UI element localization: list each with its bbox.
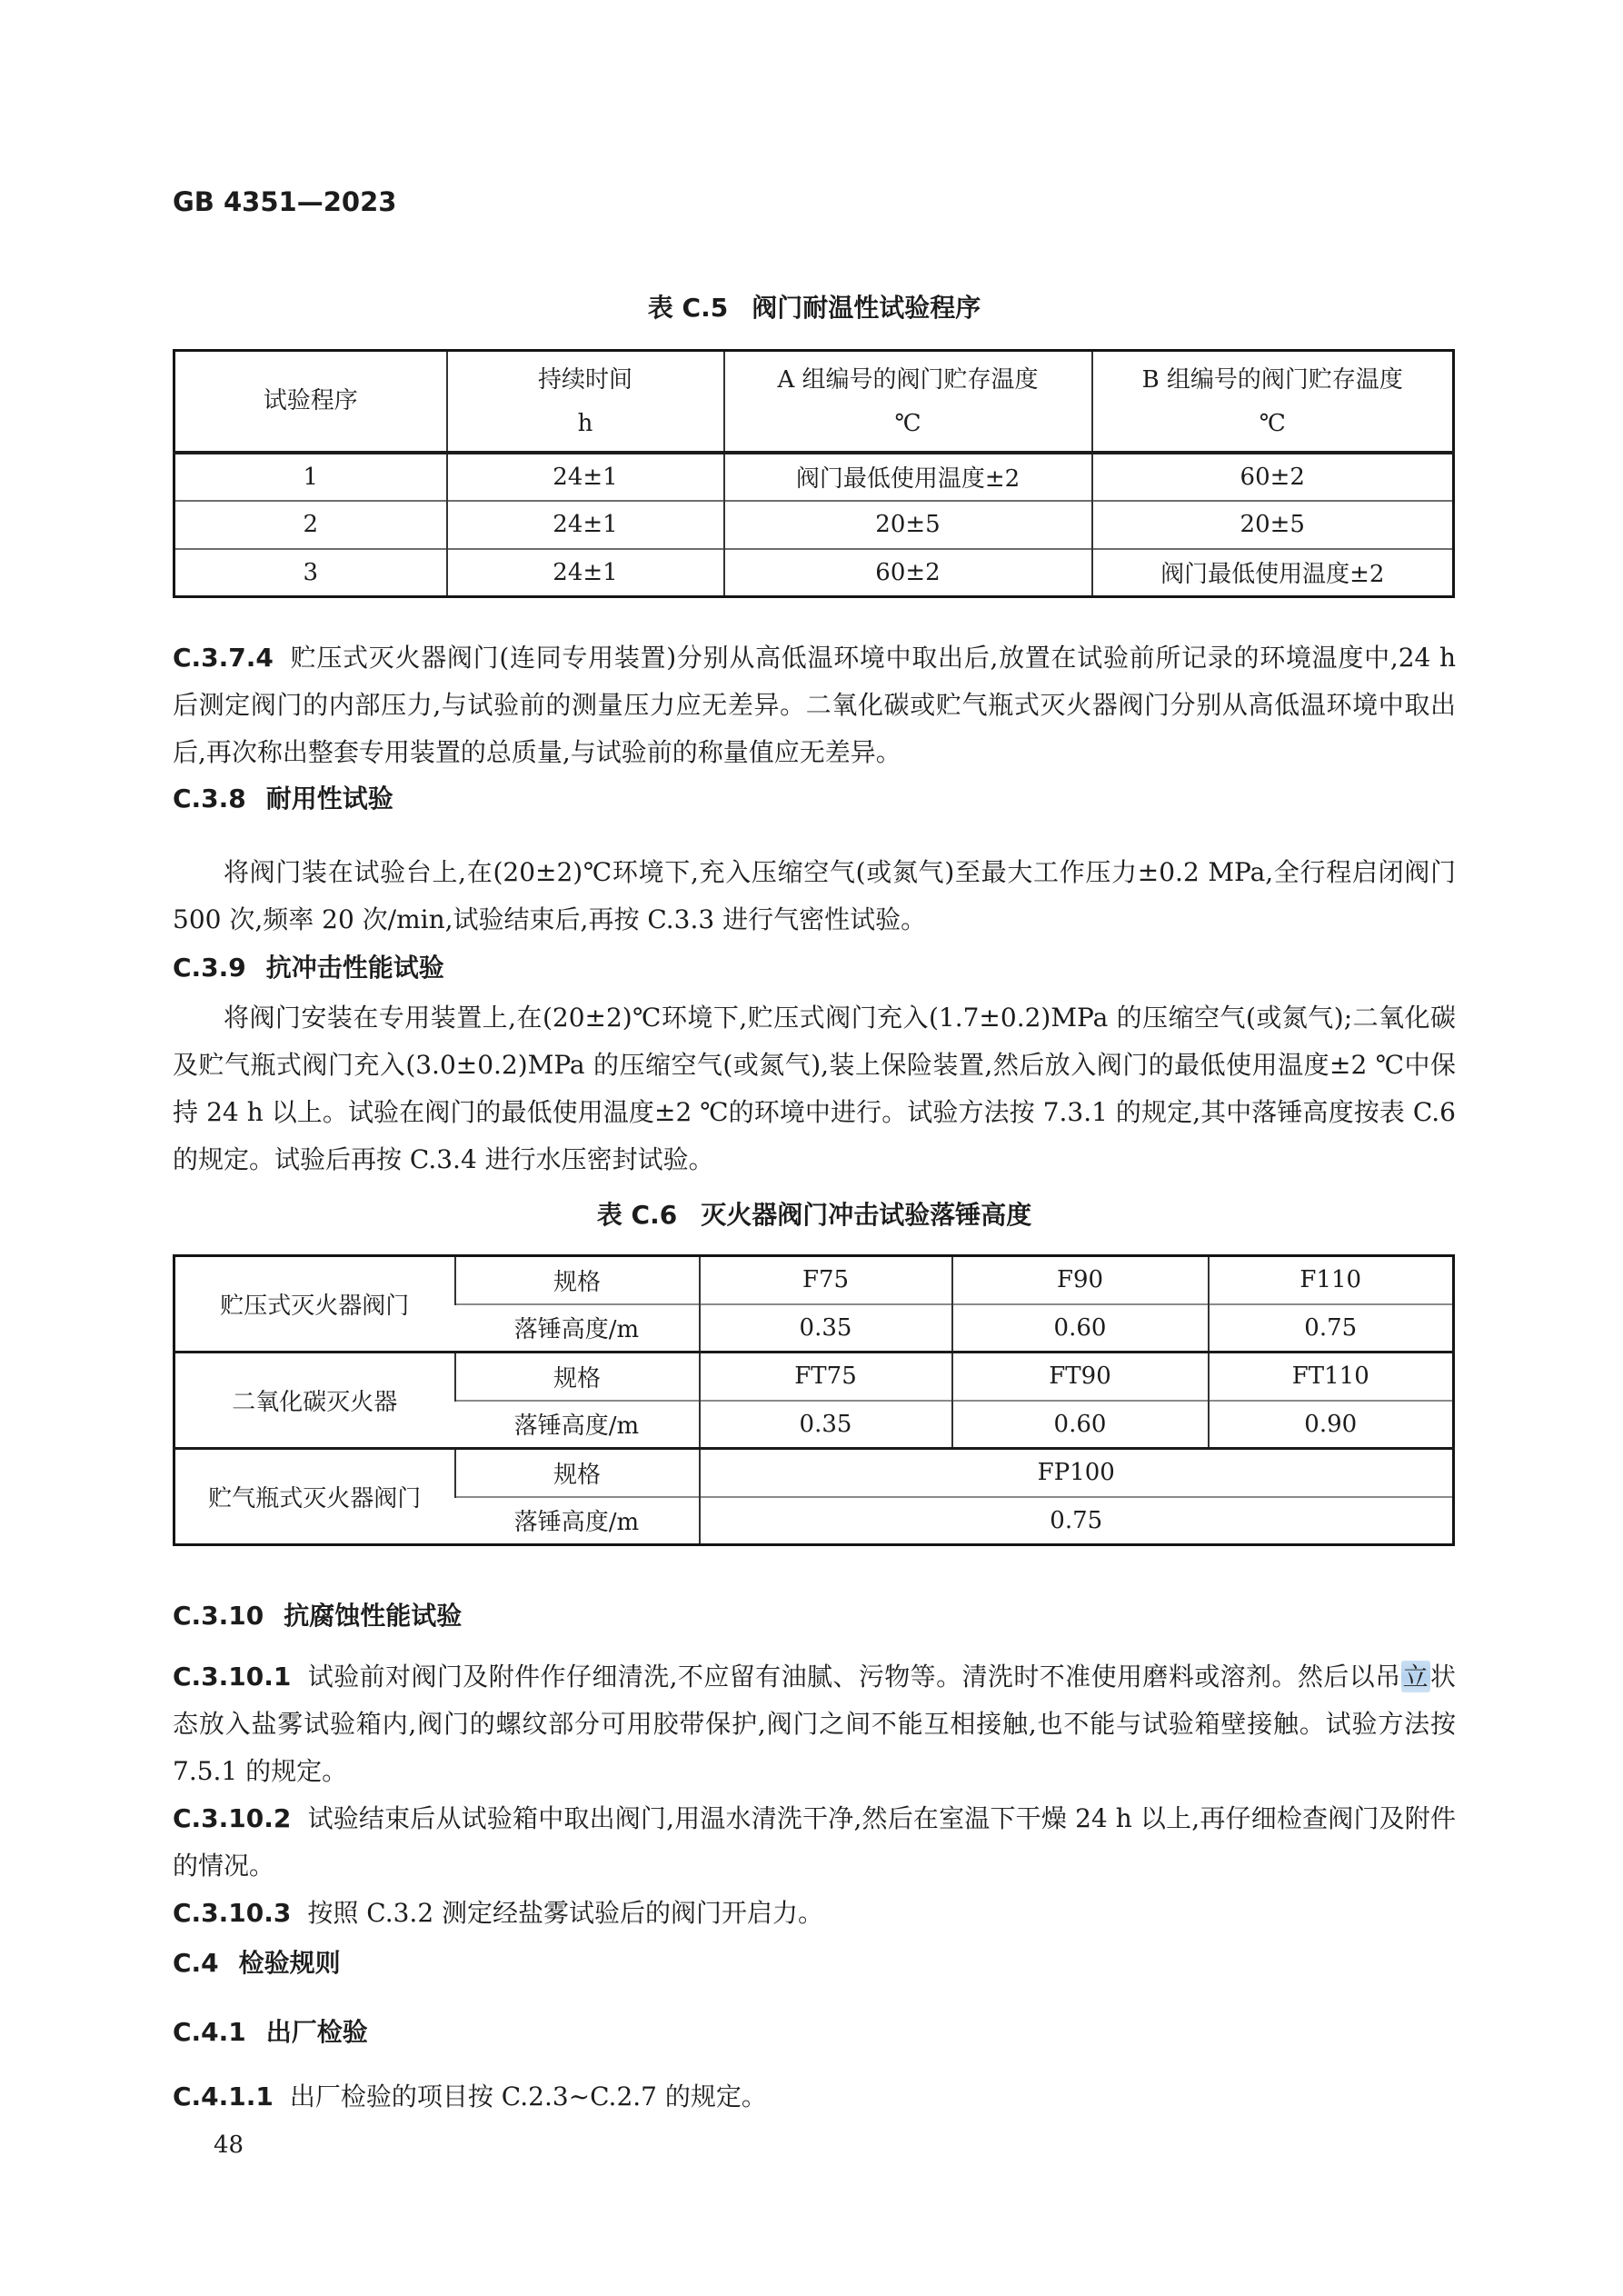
table-row [174, 453, 1454, 501]
cell: FP100 [700, 1449, 1454, 1497]
table-c5-header-row [174, 351, 1454, 453]
heading-number: C.4 [173, 1948, 219, 1978]
clause-text: 按照 C.3.2 测定经盐雾试验后的阀门开启力。 [307, 1898, 824, 1928]
clause-c374 [173, 634, 1456, 776]
clause-text: 试验结束后从试验箱中取出阀门,用温水清洗干净,然后在室温下干燥 24 h 以上,再仔细检查阀门及附件的情况。 [173, 1803, 1456, 1881]
header-cell: 试验程序 [174, 351, 447, 453]
clause-c38-body [173, 849, 1456, 943]
clause-text: 贮压式灭火器阀门(连同专用装置)分别从高低温环境中取出后,放置在试验前所记录的环境温度中,24 h 后测定阀门的内部压力,与试验前的测量压力应无差异。二氧化碳或贮气瓶式灭火器阀门分别从高低温环境中取出后,再次称出整套专用装置的总质量,与试验前的称量值应无差异。 [173, 643, 1456, 767]
cell: 0.60 [952, 1304, 1209, 1353]
table-c5-number: 表 C.5 [647, 293, 729, 323]
cell: 24±1 [447, 549, 724, 597]
cell: 60±2 [724, 549, 1092, 597]
cell: 阀门最低使用温度±2 [1092, 549, 1454, 597]
cell: F90 [952, 1256, 1209, 1304]
heading-number: C.4.1 [173, 2017, 246, 2047]
cell: 1 [303, 463, 319, 491]
heading-c39 [173, 953, 1456, 983]
cell: 0.35 [700, 1401, 952, 1449]
cell: 20±5 [1092, 501, 1454, 549]
cell: 24±1 [447, 453, 724, 501]
cell: 阀门最低使用温度±2 [724, 453, 1092, 501]
clause-text: 试验前对阀门及附件作仔细清洗,不应留有油腻、污物等。清洗时不准使用磨料或溶剂。然后以吊 [307, 1662, 1401, 1692]
table-row [174, 1449, 1454, 1497]
cell: FT110 [1209, 1353, 1454, 1401]
cell: 规格 [455, 1353, 700, 1401]
table-c6 [173, 1254, 1455, 1546]
heading-c41 [173, 2017, 1456, 2048]
group-label-cell: 贮压式灭火器阀门 [220, 1293, 410, 1320]
clause-text: 状态放入盐雾试验箱内,阀门的螺纹部分可用胶带保护,阀门之间不能互相接触,也不能与试验箱壁接触。试验方法按 7.5.1 的规定。 [173, 1662, 1456, 1786]
heading-c310 [173, 1601, 1456, 1632]
cell: 3 [174, 549, 447, 597]
heading-c4 [173, 1948, 1456, 1979]
clause-c3101 [173, 1653, 1456, 1795]
heading-title: 耐用性试验 [265, 784, 393, 814]
heading-c38 [173, 784, 1456, 814]
clause-c3103 [173, 1890, 1456, 1937]
clause-number: C.3.10.2 [173, 1803, 292, 1833]
doc-number: GB 4351—2023 [173, 186, 397, 217]
watermark-highlighted-char: 立 [1402, 1662, 1429, 1692]
table-c5-caption: 阀门耐温性试验程序 [752, 293, 981, 323]
heading-title: 检验规则 [238, 1948, 341, 1978]
group-label-cell: 贮气瓶式灭火器阀门 [174, 1449, 455, 1545]
table-c6-title [173, 1200, 1456, 1231]
cell: 规格 [455, 1449, 700, 1497]
group-label-cell: 二氧化碳灭火器 [174, 1353, 455, 1449]
table-c6-number: 表 C.6 [596, 1200, 678, 1230]
cell: 落锤高度/m [455, 1304, 700, 1353]
clause-number: C.3.7.4 [173, 643, 274, 673]
heading-title: 抗冲击性能试验 [265, 953, 444, 983]
cell: 0.75 [1209, 1304, 1454, 1353]
cell: 2 [174, 501, 447, 549]
clause-number: C.3.10.1 [173, 1662, 292, 1692]
heading-number: C.3.8 [173, 784, 246, 814]
table-c5-title [173, 293, 1456, 324]
table-row [174, 549, 1454, 597]
heading-title: 抗腐蚀性能试验 [284, 1601, 463, 1631]
cell: 60±2 [1092, 453, 1454, 501]
cell: 规格 [455, 1256, 700, 1304]
table-c6-caption: 灭火器阀门冲击试验落锤高度 [701, 1200, 1032, 1230]
table-row [174, 501, 1454, 549]
cell: F75 [700, 1256, 952, 1304]
heading-title: 出厂检验 [265, 2017, 368, 2047]
cell: 20±5 [724, 501, 1092, 549]
clause-c39-body [173, 994, 1456, 1183]
clause-c411 [173, 2073, 1456, 2121]
table-row [174, 1256, 1454, 1304]
header-cell: 持续时间 h [447, 351, 724, 453]
cell: 落锤高度/m [455, 1497, 700, 1545]
cell: F110 [1209, 1256, 1454, 1304]
header-cell: A 组编号的阀门贮存温度 ℃ [724, 351, 1092, 453]
cell: 0.75 [700, 1497, 1454, 1545]
cell: 落锤高度/m [455, 1401, 700, 1449]
cell: 0.90 [1209, 1401, 1454, 1449]
clause-number: C.3.10.3 [173, 1898, 292, 1928]
cell: FT90 [952, 1353, 1209, 1401]
clause-text: 将阀门安装在专用装置上,在(20±2)℃环境下,贮压式阀门充入(1.7±0.2)MPa 的压缩空气(或氮气);二氧化碳及贮气瓶式阀门充入(3.0±0.2)MPa 的压缩空气(或氮气),装上保险装置,然后放入阀门的最低使用温度±2 ℃中保持 24 h 以上。试验在阀门的最低使用温度±2 ℃的环境中进行。试验方法按 7.3.1 的规定,其中落锤高度按表 C.6 的规定。试验后再按 C.3.4 进行水压密封试验。 [173, 1003, 1456, 1174]
page-number: 48 [214, 2131, 244, 2159]
clause-text: 出厂检验的项目按 C.2.3~C.2.7 的规定。 [289, 2081, 767, 2111]
cell: 0.60 [952, 1401, 1209, 1449]
table-c5 [173, 349, 1455, 598]
cell: 24±1 [447, 501, 724, 549]
header-cell: B 组编号的阀门贮存温度 ℃ [1092, 351, 1454, 453]
clause-text: 将阀门装在试验台上,在(20±2)℃环境下,充入压缩空气(或氮气)至最大工作压力±0.2 MPa,全行程启闭阀门 500 次,频率 20 次/min,试验结束后,再按 C.3.3 进行气密性试验。 [173, 857, 1456, 934]
cell: 0.35 [700, 1304, 952, 1353]
table-row [174, 1353, 1454, 1401]
clause-number: C.4.1.1 [173, 2081, 274, 2111]
clause-c3102 [173, 1795, 1456, 1890]
heading-number: C.3.10 [173, 1601, 264, 1631]
cell: FT75 [700, 1353, 952, 1401]
heading-number: C.3.9 [173, 953, 246, 983]
